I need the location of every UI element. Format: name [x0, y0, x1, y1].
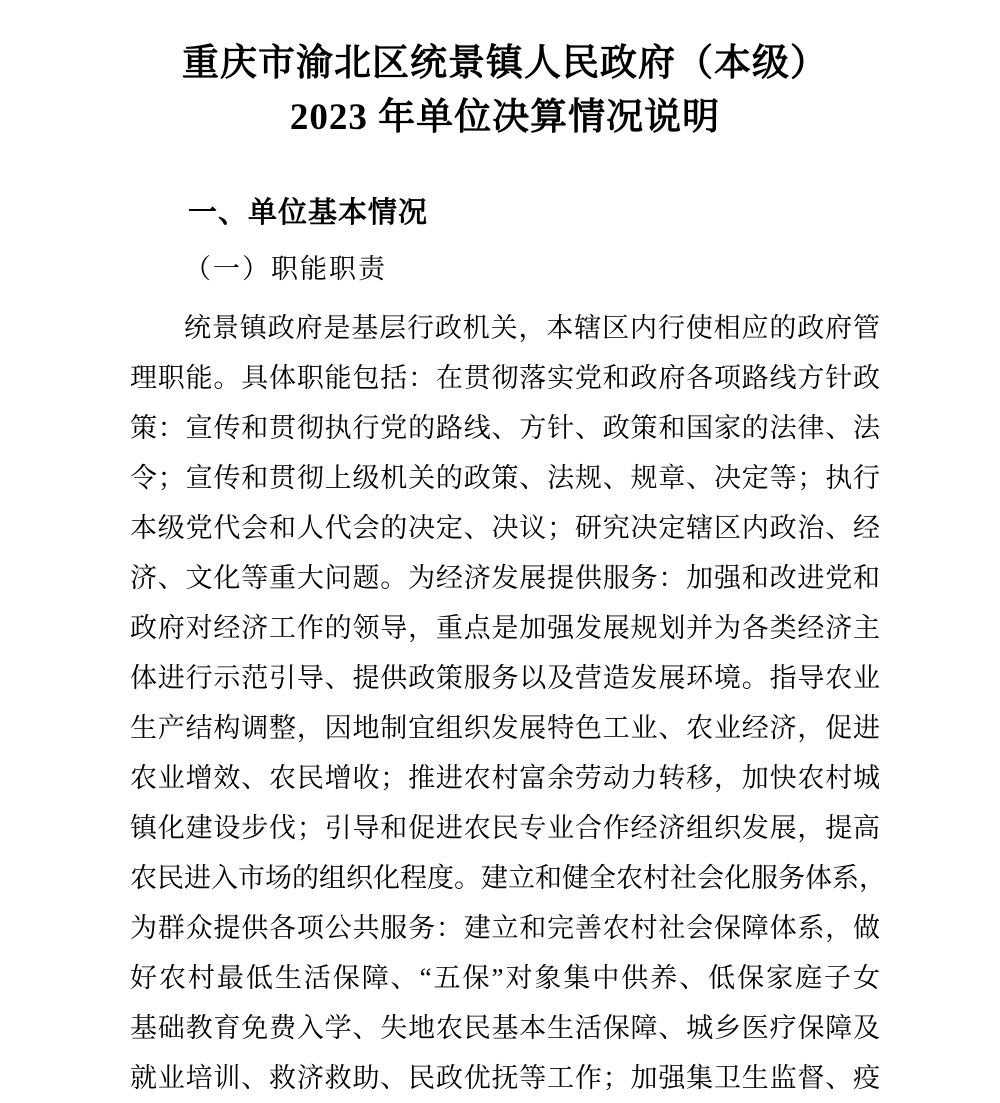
- body-line: 本级党代会和人代会的决定、决议；研究决定辖区内政治、经: [130, 512, 880, 543]
- section-heading-basic-info: 一、单位基本情况: [188, 196, 429, 229]
- body-line: 统景镇政府是基层行政机关，本辖区内行使相应的政府管: [184, 312, 880, 343]
- body-line: 为群众提供各项公共服务：建立和完善农村社会保障体系，做: [130, 912, 880, 943]
- body-line: 镇化建设步伐；引导和促进农民专业合作经济组织发展，提高: [130, 812, 880, 843]
- document-title-line-1: 重庆市渝北区统景镇人民政府（本级）: [182, 42, 828, 84]
- body-line: 令；宣传和贯彻上级机关的政策、法规、规章、决定等；执行: [130, 462, 880, 493]
- body-line: 政府对经济工作的领导，重点是加强发展规划并为各类经济主: [130, 612, 880, 643]
- body-line: 农民进入市场的组织化程度。建立和健全农村社会化服务体系，: [130, 862, 886, 893]
- body-paragraph: [130, 303, 886, 1103]
- body-line: 体进行示范引导、提供政策服务以及营造发展环境。指导农业: [130, 662, 880, 693]
- body-line: 农业增效、农民增收；推进农村富余劳动力转移，加快农村城: [130, 762, 880, 793]
- body-line: 就业培训、救济救助、民政优抚等工作；加强集卫生监督、疫: [130, 1062, 880, 1093]
- document-title-line-2: 2023 年单位决算情况说明: [289, 96, 721, 138]
- body-line: 济、文化等重大问题。为经济发展提供服务：加强和改进党和: [130, 562, 880, 593]
- body-line: 基础教育免费入学、失地农民基本生活保障、城乡医疗保障及: [130, 1012, 880, 1043]
- body-line: 好农村最低生活保障、“五保”对象集中供养、低保家庭子女: [130, 962, 880, 993]
- body-line: 策：宣传和贯彻执行党的路线、方针、政策和国家的法律、法: [130, 412, 880, 443]
- body-line: 理职能。具体职能包括：在贯彻落实党和政府各项路线方针政: [130, 362, 880, 393]
- sub-heading-duties: （一）职能职责: [184, 253, 387, 284]
- document-title: [130, 37, 880, 145]
- body-line: 生产结构调整，因地制宜组织发展特色工业、农业经济，促进: [130, 712, 880, 743]
